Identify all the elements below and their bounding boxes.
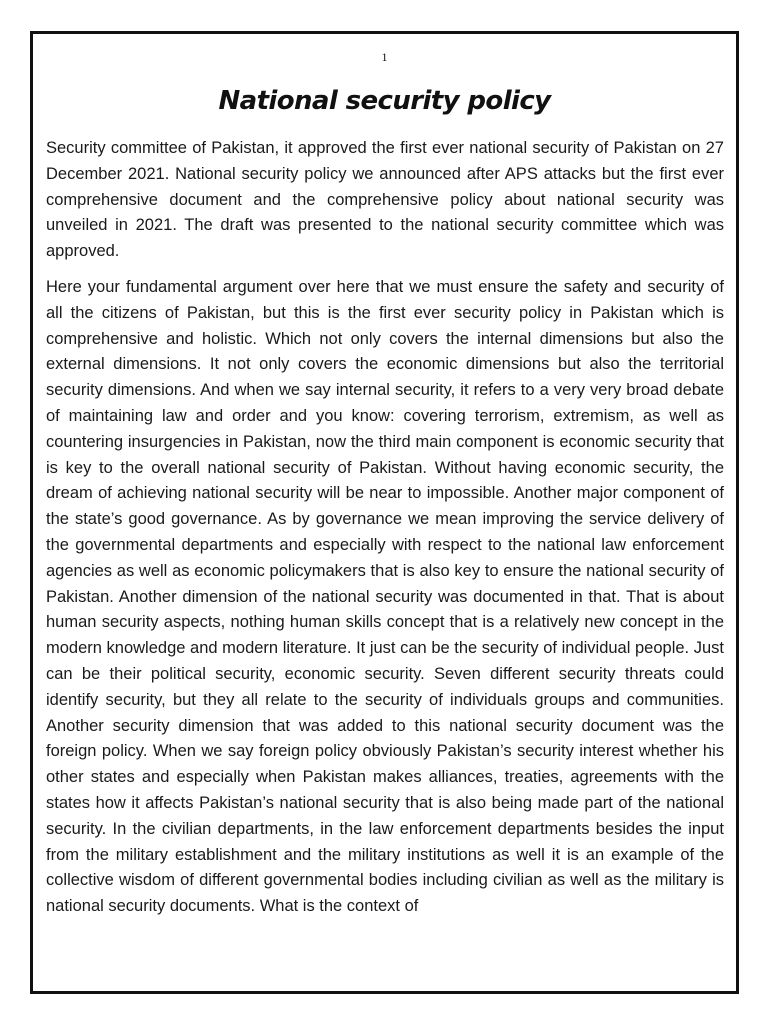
paragraph-2: Here your fundamental argument over here that we must ensure the safety and security of all the citizens of Pakistan, but this is the first ever security policy in Pakistan which is comprehensive and holistic. Which not only covers the internal dimensions but also the external dimensions. It not only covers the economic dimensions but also the territorial security dimensions. And when we say internal security, it refers to a very very broad debate of maintaining law and order and you know: covering terrorism, extremism, as well as countering insurgencies in Pakistan, now the third main component is economic security that is key to the overall national security of Pakistan. Without having economic security, the dream of achieving national security will be near to impossible. Another major component of the state’s good governance. As by governance we mean improving the service delivery of the governmental departments and especially with respect to the national law enforcement agencies as well as economic policymakers that is also key to ensure the national security of Pakistan. Another dimension of the national security was documented in that. That is about human security aspects, nothing human skills concept that is a relatively new concept in the modern knowledge and modern literature. It just can be the security of individual people. Just can be their political security, economic security. Seven different security threats could identify security, but they all relate to the security of individuals groups and communities. Another security dimension that was added to this national security document was the foreign policy. When we say foreign policy obviously Pakistan’s security interest whether his other states and especially when Pakistan makes alliances, treaties, agreements with the states how it affects Pakistan’s national security that is also being made part of the national security. In the civilian departments, in the law enforcement departments besides the input from the military establishment and the military institutions as well it is an example of the collective wisdom of different governmental bodies including civilian as well as the military is national security documents. What is the context of [46, 277, 724, 916]
document-page [30, 31, 739, 994]
paragraph-1: Security committee of Pakistan, it approved the first ever national security of Pakistan on 27 December 2021. National security policy we announced after APS attacks but the first ever comprehensive document and the comprehensive policy about national security was unveiled in 2021. The draft was presented to the national security committee which was approved. [46, 139, 724, 261]
document-title: National security policy [218, 86, 551, 116]
page-number: 1 [381, 50, 388, 64]
document-body [46, 136, 724, 930]
